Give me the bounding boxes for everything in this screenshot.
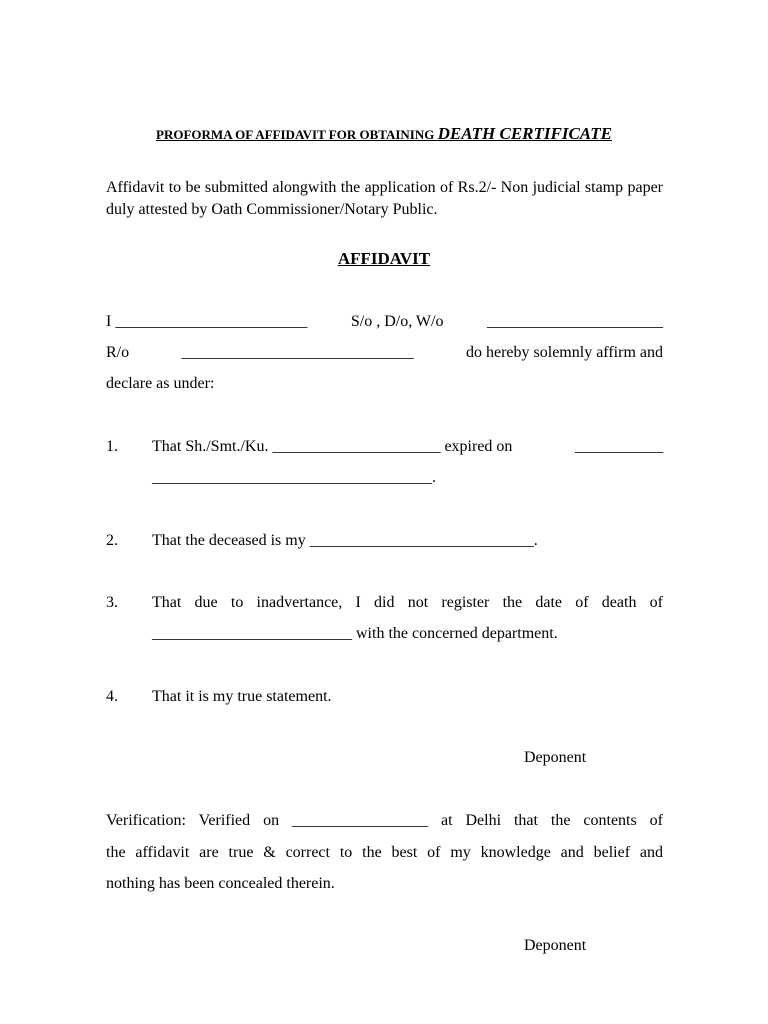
title-part2: DEATH CERTIFICATE: [437, 124, 612, 143]
item-3-line-1: That due to inadvertance, I did not register the date of death of: [152, 594, 663, 611]
item-2-line-1: That the deceased is my ____________________________.: [152, 532, 538, 549]
expiry-date-blank: ___________: [575, 438, 663, 455]
declaration-line-3: declare as under:: [106, 375, 215, 392]
title-part1: PROFORMA OF AFFIDAVIT FOR OBTAINING: [156, 127, 438, 142]
verification-line-1: Verification: Verified on _________________ at Delhi that the contents of: [106, 812, 663, 829]
name-blank: I ________________________: [106, 313, 308, 330]
residence-label: R/o: [106, 344, 130, 361]
item-1-line-2: ___________________________________.: [152, 469, 436, 486]
intro-paragraph: Affidavit to be submitted alongwith the application of Rs.2/- Non judicial stamp paper duly attested by Oath Commissioner/Notary Public.: [106, 179, 663, 218]
item-2-number: 2.: [106, 532, 118, 549]
relation-blank: ______________________: [487, 313, 663, 330]
item-3-line-2: _________________________ with the concerned department.: [152, 625, 558, 642]
relation-label: S/o , D/o, W/o: [350, 313, 444, 330]
deponent-label-1: Deponent: [524, 749, 587, 766]
residence-blank: _____________________________: [181, 344, 414, 361]
item-1-line-1: [152, 436, 663, 458]
item-1-number: 1.: [106, 438, 118, 455]
declaration-line-2: [106, 342, 663, 364]
verification-line-3: nothing has been concealed therein.: [106, 875, 335, 892]
item-4-line-1: That it is my true statement.: [152, 688, 332, 705]
verification-line-2: the affidavit are true & correct to the best of my knowledge and belief and: [106, 844, 663, 861]
item-4-number: 4.: [106, 688, 118, 705]
affidavit-heading: AFFIDAVIT: [337, 249, 431, 268]
deponent-label-2: Deponent: [524, 937, 587, 954]
document-title: [0, 124, 768, 144]
affirm-text: do hereby solemnly affirm and: [466, 344, 663, 361]
item-3-number: 3.: [106, 594, 118, 611]
declaration-line-1: [106, 311, 663, 333]
item-1-text: That Sh./Smt./Ku. _____________________ expired on: [152, 438, 513, 455]
